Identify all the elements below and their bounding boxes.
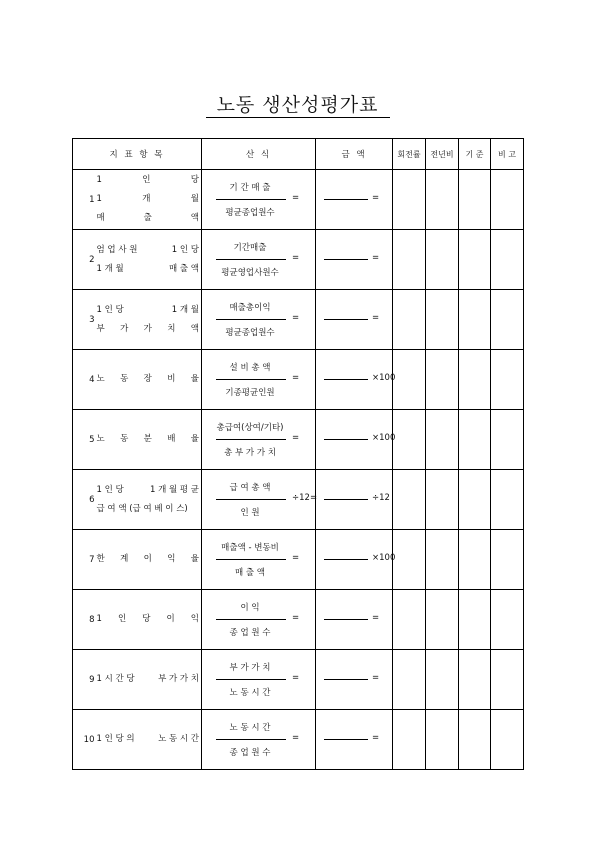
formula-numerator: 매출총이익	[229, 303, 271, 313]
amount-suffix: ×100	[372, 553, 396, 563]
note-cell[interactable]	[491, 590, 524, 650]
indicator-word: 치	[167, 323, 176, 334]
indicator-word: 익	[190, 614, 199, 624]
table-row	[73, 470, 524, 530]
amount-blank-line	[324, 199, 368, 200]
amount-cell[interactable]	[316, 710, 393, 770]
indicator-cell	[95, 530, 202, 590]
ratio-cell[interactable]	[393, 710, 426, 770]
indicator-cell	[95, 290, 202, 350]
amount-blank-line	[324, 379, 368, 380]
prev-year-cell[interactable]	[426, 530, 459, 590]
indicator-cell	[95, 710, 202, 770]
ratio-cell[interactable]	[393, 410, 426, 470]
amount-suffix: =	[372, 733, 380, 743]
header-amount: 금 액	[316, 139, 393, 170]
formula-cell	[202, 350, 316, 410]
row-number: 6	[73, 470, 95, 530]
ratio-cell[interactable]	[393, 230, 426, 290]
formula-denominator: 총 부 가 가 치	[224, 448, 276, 458]
standard-cell[interactable]	[459, 710, 491, 770]
formula-operator: =	[292, 553, 300, 563]
indicator-word: 개	[142, 194, 151, 204]
table-row	[73, 530, 524, 590]
productivity-table	[72, 138, 524, 770]
formula-cell	[202, 530, 316, 590]
formula-denominator: 기종평균인원	[225, 388, 275, 398]
indicator-word: 인	[117, 614, 127, 624]
prev-year-cell[interactable]	[426, 410, 459, 470]
table-row	[73, 170, 524, 230]
formula-denominator: 인 원	[240, 508, 260, 518]
formula-numerator: 설 비 총 액	[229, 363, 271, 373]
fraction-bar	[216, 379, 286, 380]
indicator-cell	[95, 350, 202, 410]
indicator-word: 1 인 당	[96, 484, 124, 495]
amount-suffix: =	[372, 613, 380, 623]
indicator-word: 1	[96, 194, 102, 204]
formula-numerator: 매출액 - 변동비	[221, 543, 279, 553]
ratio-cell[interactable]	[393, 590, 426, 650]
fraction-bar	[216, 259, 286, 260]
table-row	[73, 710, 524, 770]
amount-suffix: =	[372, 253, 380, 263]
formula-cell	[202, 590, 316, 650]
indicator-word: 분	[143, 434, 152, 444]
table-row	[73, 410, 524, 470]
row-number: 9	[73, 650, 95, 710]
indicator-word: 가	[143, 323, 152, 334]
amount-blank-line	[324, 319, 368, 320]
formula-numerator: 기 간 매 출	[229, 183, 271, 193]
indicator-word: 1 개 월	[171, 304, 200, 315]
standard-cell[interactable]	[459, 590, 491, 650]
formula-numerator: 부 가 가 치	[229, 663, 271, 673]
formula-numerator: 이 익	[240, 603, 260, 613]
formula-cell	[202, 290, 316, 350]
standard-cell[interactable]	[459, 470, 491, 530]
table-row	[73, 290, 524, 350]
amount-cell[interactable]	[316, 590, 393, 650]
note-cell[interactable]	[491, 470, 524, 530]
ratio-cell[interactable]	[393, 290, 426, 350]
indicator-cell	[95, 650, 202, 710]
amount-suffix: =	[372, 673, 380, 683]
amount-cell[interactable]	[316, 350, 396, 410]
indicator-word: 배	[167, 434, 176, 444]
amount-blank-line	[324, 439, 368, 440]
formula-denominator: 종 업 원 수	[229, 748, 271, 758]
amount-cell[interactable]	[316, 290, 393, 350]
indicator-word: 당	[190, 175, 200, 185]
table-row	[73, 350, 524, 410]
header-ratio: 회전률	[393, 139, 426, 170]
note-cell[interactable]	[491, 410, 524, 470]
fraction-bar	[216, 559, 286, 560]
amount-cell[interactable]	[316, 650, 393, 710]
ratio-cell[interactable]	[393, 650, 426, 710]
amount-blank-line	[324, 499, 368, 500]
formula-cell	[202, 410, 316, 470]
row-number: 8	[73, 590, 95, 650]
formula-operator: =	[292, 313, 300, 323]
indicator-word: 이	[166, 614, 175, 624]
formula-denominator: 노 동 시 간	[229, 688, 271, 698]
formula-cell	[202, 650, 316, 710]
indicator-word: 장	[143, 374, 152, 384]
indicator-cell	[95, 170, 202, 230]
indicator-word: 1	[96, 614, 102, 624]
indicator-word: 1 개 월	[96, 263, 124, 274]
title-underline	[206, 117, 390, 118]
formula-operator: =	[292, 733, 300, 743]
indicator-word: 부 가 가 치	[158, 674, 200, 684]
formula-numerator: 기간매출	[233, 243, 267, 253]
indicator-word: 매	[96, 213, 105, 223]
prev-year-cell[interactable]	[426, 590, 459, 650]
indicator-word: 월	[190, 194, 200, 204]
formula-numerator: 급 여 총 액	[229, 483, 271, 493]
indicator-word: 출	[143, 213, 152, 223]
amount-suffix: =	[372, 313, 380, 323]
fraction-bar	[216, 619, 286, 620]
fraction-bar	[216, 199, 286, 200]
formula-cell	[202, 470, 316, 530]
amount-blank-line	[324, 559, 368, 560]
indicator-word: 액	[190, 213, 199, 223]
ratio-cell[interactable]	[393, 170, 426, 230]
row-number: 4	[73, 350, 95, 410]
amount-cell[interactable]	[316, 230, 393, 290]
indicator-cell	[95, 470, 202, 530]
table-row	[73, 650, 524, 710]
indicator-word: 급 여 액 (급 여 베 이 스)	[96, 503, 188, 514]
indicator-word: 1 인 당	[96, 304, 124, 315]
amount-suffix: ×100	[372, 433, 396, 443]
formula-cell	[202, 710, 316, 770]
fraction-bar	[216, 679, 286, 680]
indicator-word: 이	[143, 554, 152, 564]
formula-denominator: 매 출 액	[234, 568, 266, 578]
indicator-word: 1 인 당 의	[96, 734, 135, 744]
indicator-cell	[95, 410, 202, 470]
standard-cell[interactable]	[459, 170, 491, 230]
header-row	[73, 139, 524, 170]
header-note: 비 고	[491, 139, 524, 170]
indicator-word: 매 출 액	[168, 263, 200, 274]
prev-year-cell[interactable]	[426, 170, 459, 230]
indicator-word: 노	[96, 374, 105, 384]
formula-operator: ÷12=	[292, 493, 318, 503]
page-title: 노동 생산성평가표	[216, 94, 379, 116]
formula-operator: =	[292, 193, 300, 203]
indicator-word: 노	[96, 434, 105, 444]
standard-cell[interactable]	[459, 410, 491, 470]
formula-numerator: 노 동 시 간	[229, 723, 271, 733]
indicator-word: 부	[96, 323, 105, 334]
amount-cell[interactable]	[316, 530, 396, 590]
amount-blank-line	[324, 739, 368, 740]
row-number: 2	[73, 230, 95, 290]
row-number: 7	[73, 530, 95, 590]
indicator-word: 동	[120, 374, 129, 384]
formula-denominator: 평균종업원수	[225, 328, 275, 338]
indicator-word: 가	[120, 323, 129, 334]
formula-cell	[202, 230, 316, 290]
table-row	[73, 230, 524, 290]
formula-operator: =	[292, 433, 300, 443]
amount-blank-line	[324, 679, 368, 680]
header-prev: 전년비	[426, 139, 459, 170]
amount-blank-line	[324, 259, 368, 260]
prev-year-cell[interactable]	[426, 710, 459, 770]
formula-numerator: 총급여(상여/기타)	[216, 423, 284, 433]
fraction-bar	[216, 739, 286, 740]
standard-cell[interactable]	[459, 350, 491, 410]
indicator-word: 율	[190, 374, 199, 384]
formula-operator: =	[292, 373, 300, 383]
table-row	[73, 590, 524, 650]
standard-cell[interactable]	[459, 650, 491, 710]
amount-suffix: ×100	[372, 373, 396, 383]
amount-cell[interactable]	[316, 470, 393, 530]
indicator-word: 동	[120, 434, 129, 444]
indicator-word: 1 인 당	[171, 244, 200, 255]
indicator-cell	[95, 230, 202, 290]
formula-operator: =	[292, 673, 300, 683]
amount-cell[interactable]	[316, 170, 393, 230]
prev-year-cell[interactable]	[426, 470, 459, 530]
formula-cell	[202, 170, 316, 230]
prev-year-cell[interactable]	[426, 350, 459, 410]
row-number: 1	[73, 170, 95, 230]
header-standard: 기 준	[459, 139, 491, 170]
indicator-word: 익	[167, 554, 176, 564]
amount-blank-line	[324, 619, 368, 620]
indicator-word: 율	[190, 434, 199, 444]
note-cell[interactable]	[491, 710, 524, 770]
indicator-word: 1 시 간 당	[96, 674, 135, 684]
indicator-cell	[95, 590, 202, 650]
note-cell[interactable]	[491, 290, 524, 350]
formula-denominator: 평균종업원수	[225, 208, 275, 218]
formula-operator: =	[292, 253, 300, 263]
row-number: 3	[73, 290, 95, 350]
row-number: 10	[73, 710, 95, 770]
prev-year-cell[interactable]	[426, 650, 459, 710]
formula-operator: =	[292, 613, 300, 623]
prev-year-cell[interactable]	[426, 290, 459, 350]
indicator-word: 당	[142, 614, 151, 624]
indicator-word: 비	[167, 374, 176, 384]
header-formula: 산 식	[202, 139, 316, 170]
fraction-bar	[216, 439, 286, 440]
indicator-word: 액	[190, 323, 199, 334]
formula-denominator: 종 업 원 수	[229, 628, 271, 638]
formula-denominator: 평균영업사원수	[221, 268, 279, 278]
fraction-bar	[216, 319, 286, 320]
amount-suffix: =	[372, 193, 380, 203]
note-cell[interactable]	[491, 170, 524, 230]
standard-cell[interactable]	[459, 290, 491, 350]
indicator-word: 인	[142, 175, 151, 185]
row-number: 5	[73, 410, 95, 470]
note-cell[interactable]	[491, 350, 524, 410]
indicator-word: 한	[96, 554, 105, 564]
note-cell[interactable]	[491, 530, 524, 590]
indicator-word: 노 동 시 간	[158, 734, 200, 744]
amount-cell[interactable]	[316, 410, 396, 470]
note-cell[interactable]	[491, 650, 524, 710]
ratio-cell[interactable]	[393, 350, 426, 410]
note-cell[interactable]	[491, 230, 524, 290]
ratio-cell[interactable]	[393, 470, 426, 530]
indicator-word: 계	[120, 554, 129, 564]
fraction-bar	[216, 499, 286, 500]
standard-cell[interactable]	[459, 530, 491, 590]
standard-cell[interactable]	[459, 230, 491, 290]
indicator-word: 율	[190, 554, 199, 564]
indicator-word: 엄 업 사 원	[96, 244, 138, 255]
header-item: 지 표 항 목	[73, 139, 202, 170]
ratio-cell[interactable]	[393, 530, 426, 590]
indicator-word: 1	[96, 175, 102, 185]
indicator-word: 1 개 월 평 균	[149, 484, 200, 495]
prev-year-cell[interactable]	[426, 230, 459, 290]
amount-suffix: ÷12	[372, 493, 390, 503]
